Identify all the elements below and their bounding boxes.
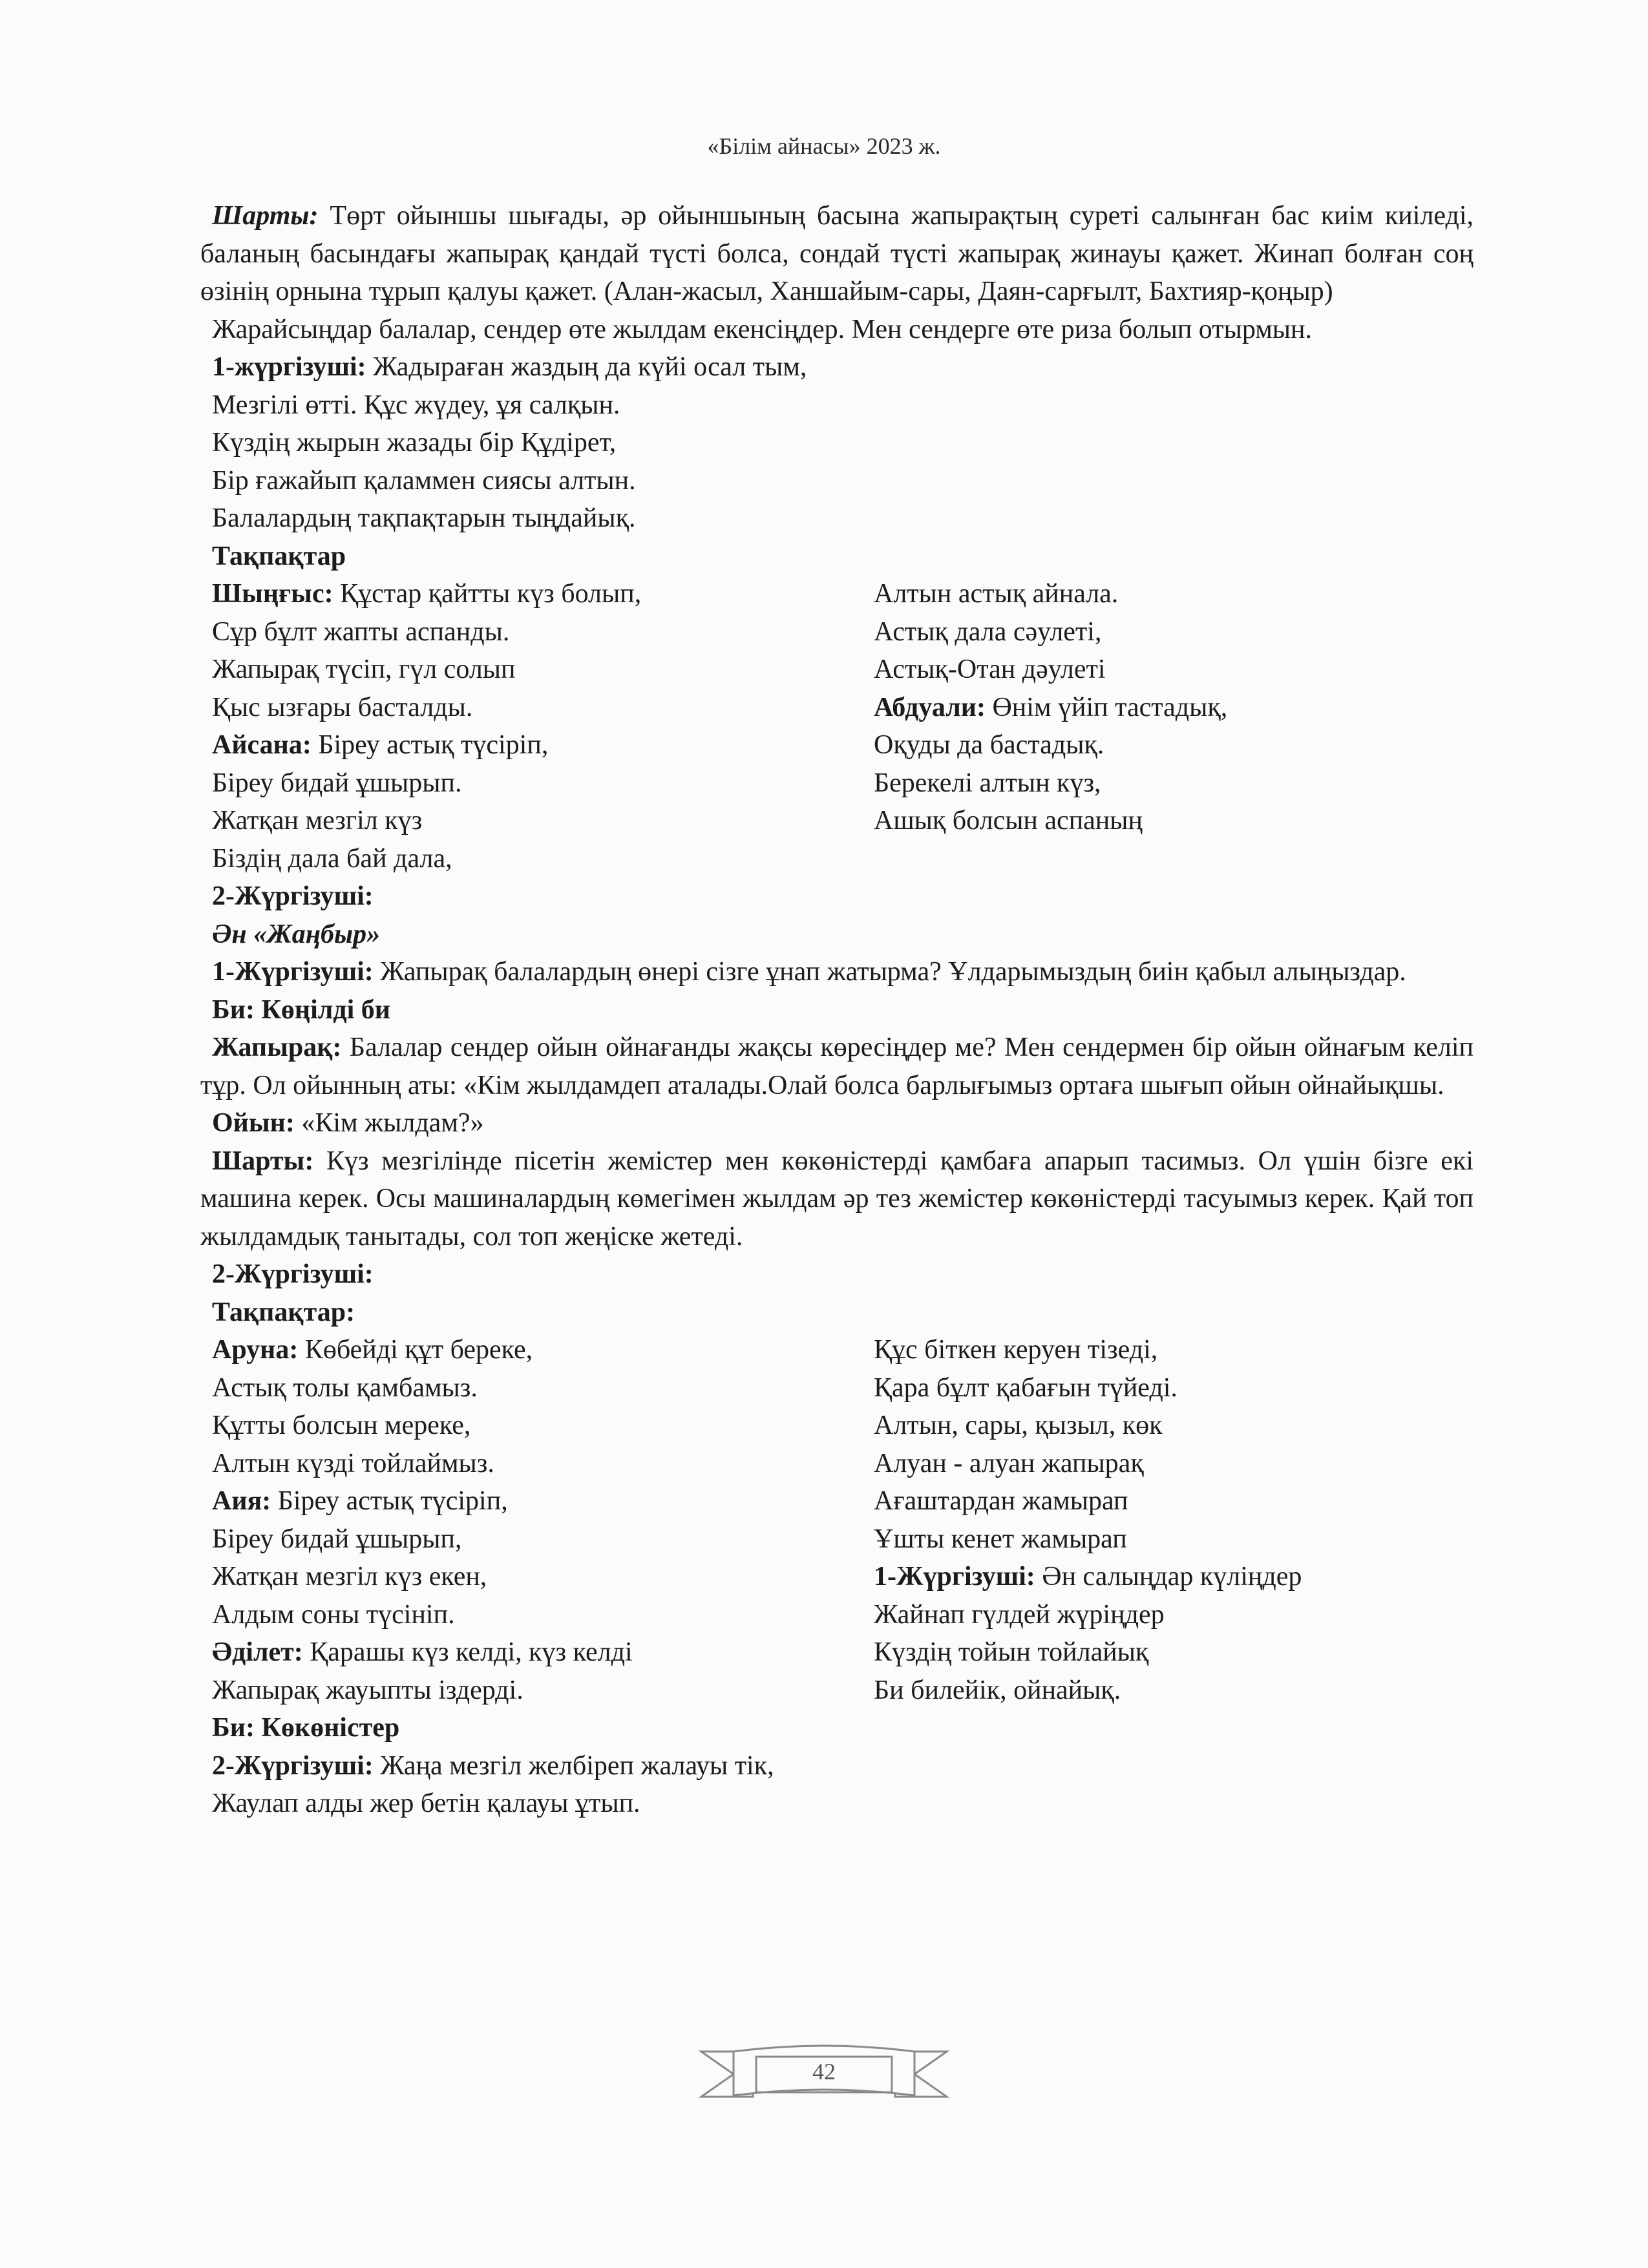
host1-text: Жадыраған жаздың да күйі осал тым, bbox=[366, 352, 807, 382]
host2-heading: 2-Жүргізуші: bbox=[212, 881, 374, 911]
dance-heading: Би: Көңілді би bbox=[212, 994, 390, 1025]
verse-text: Ұшты кенет жамырап bbox=[874, 1524, 1127, 1554]
leaf-text: Балалар сендер ойын ойнағанды жақсы көресіңдер ме? Мен сендермен бір ойын ойнағым келіп тұр. Ол ойынның аты: «Кім жылдамдеп аталады.Олай болса барлығымыз ортаға шығып ойын ойнайықшы. bbox=[200, 1033, 1474, 1100]
dance-heading: Би: Көкөністер bbox=[212, 1713, 400, 1743]
verse-text: Оқуды да бастадық. bbox=[874, 730, 1104, 760]
poem-line bbox=[874, 764, 1474, 803]
rules-text: Төрт ойыншы шығады, әр ойыншының басына жапырақтың суреті салынған бас киім киіледі, баланың басындағы жапырақ қандай түсті болса, сондай түсті жапырақ жинауы қажет. Жинап болған соң өзінің орнына тұрып қалуы қажет. (Алан-жасыл, Ханшайым-сары, Даян-сарғылт, Бахтияр-қоңыр) bbox=[200, 201, 1474, 306]
poem-columns-1 bbox=[200, 575, 1474, 877]
host2-heading: 2-Жүргізуші: bbox=[212, 1259, 374, 1289]
host1-label: 1-жүргізуші: bbox=[212, 352, 366, 382]
poem-line bbox=[200, 1482, 874, 1520]
verse-text: Өнім үйіп тастадық, bbox=[985, 692, 1228, 722]
host2-line bbox=[200, 1747, 1474, 1785]
poem-line bbox=[874, 1482, 1474, 1520]
poem-line bbox=[200, 613, 874, 651]
section-heading-takpaqtar: Тақпақтар bbox=[212, 541, 346, 571]
verse-text: Алтын күзді тойлаймыз. bbox=[212, 1448, 494, 1478]
verse-text: Құстар қайтты күз болып, bbox=[333, 579, 642, 609]
verse-text: Астық толы қамбамыз. bbox=[212, 1372, 478, 1403]
poem-line: Балалардың тақпақтарын тыңдайық. bbox=[212, 503, 636, 533]
verse-text: Біреу астық түсіріп, bbox=[271, 1486, 508, 1516]
verse-text: Көбейді құт береке, bbox=[298, 1335, 533, 1365]
praise-paragraph: Жарайсыңдар балалар, сендер өте жылдам екенсіңдер. Мен сендерге өте риза болып отырмын. bbox=[212, 314, 1312, 344]
verse-text: Ағаштардан жамырап bbox=[874, 1486, 1128, 1516]
poem-line bbox=[874, 1633, 1474, 1672]
rules2-paragraph bbox=[200, 1142, 1474, 1256]
host1-line bbox=[200, 348, 1474, 386]
verse-text: Біздің дала бай дала, bbox=[212, 843, 452, 874]
verse-text: Жатқан мезгіл күз екен, bbox=[212, 1562, 487, 1591]
poem-line bbox=[874, 726, 1474, 764]
poem-line bbox=[874, 802, 1474, 840]
rules-label: Шарты: bbox=[212, 201, 319, 231]
poem-line bbox=[874, 1445, 1474, 1483]
poem-columns-2 bbox=[200, 1331, 1474, 1709]
game-label: Ойын: bbox=[212, 1108, 295, 1138]
poem-line bbox=[200, 1520, 874, 1559]
verse-text: Берекелі алтын күз, bbox=[874, 768, 1101, 798]
rules2-label: Шарты: bbox=[212, 1146, 314, 1176]
poem-line bbox=[874, 575, 1474, 613]
poem-column-right bbox=[874, 575, 1474, 877]
page-number-ribbon bbox=[695, 2039, 953, 2110]
poem-line bbox=[200, 1445, 874, 1483]
poem-line bbox=[874, 1369, 1474, 1407]
poem-line bbox=[874, 689, 1474, 727]
verse-text: Жайнап гүлдей жүріңдер bbox=[874, 1599, 1165, 1630]
verse-text: Қарашы күз келді, күз келді bbox=[302, 1637, 633, 1667]
page-header: «Білім айнасы» 2023 ж. bbox=[707, 133, 941, 159]
verse-text: Астық-Отан дәулеті bbox=[874, 655, 1106, 684]
poem-line bbox=[200, 840, 874, 878]
poem-line bbox=[200, 802, 874, 840]
verse-text: Жапырақ жауыпты іздерді. bbox=[212, 1675, 523, 1705]
poem-column-left bbox=[200, 1331, 874, 1709]
poem-line bbox=[874, 1331, 1474, 1369]
verse-text: Жапырақ түсіп, гүл солып bbox=[212, 655, 516, 684]
speaker-label: Аия: bbox=[212, 1486, 271, 1516]
host2-label: 2-Жүргізуші: bbox=[212, 1750, 374, 1781]
verse-text: Қыс ызғары басталды. bbox=[212, 692, 473, 722]
poem-line bbox=[874, 1558, 1474, 1596]
verse-text: Жатқан мезгіл күз bbox=[212, 806, 423, 835]
poem-line bbox=[200, 1596, 874, 1634]
rules-paragraph bbox=[200, 197, 1474, 311]
poem-column-left bbox=[200, 575, 874, 877]
leaf-paragraph bbox=[200, 1029, 1474, 1104]
verse-text: Қара бұлт қабағын түйеді. bbox=[874, 1372, 1178, 1403]
verse-text: Астық дала сәулеті, bbox=[874, 616, 1102, 647]
poem-line bbox=[874, 1672, 1474, 1710]
host2-text: Жаңа мезгіл желбіреп жалауы тік, bbox=[373, 1750, 774, 1781]
section-heading-takpaqtar: Тақпақтар: bbox=[212, 1297, 355, 1327]
poem-column-right bbox=[874, 1331, 1474, 1709]
poem-line bbox=[200, 689, 874, 727]
verse-text: Біреу бидай ұшырып, bbox=[212, 1524, 462, 1554]
poem-line bbox=[200, 1369, 874, 1407]
speaker-label: Айсана: bbox=[212, 730, 312, 760]
verse-text: Алуан - алуан жапырақ bbox=[874, 1448, 1144, 1478]
speaker-label: Абдуали: bbox=[874, 692, 986, 722]
poem-line bbox=[200, 1558, 874, 1596]
verse-text: Құс біткен керуен тізеді, bbox=[874, 1335, 1158, 1365]
page-body bbox=[200, 197, 1474, 1823]
verse-text: Алдым соны түсініп. bbox=[212, 1599, 455, 1630]
verse-text: Алтын, сары, қызыл, көк bbox=[874, 1411, 1163, 1440]
game-line bbox=[200, 1104, 1474, 1142]
rules2-text: Күз мезгілінде пісетін жемістер мен көкөністерді қамбаға апарып тасимыз. Ол үшін бізге екі машина керек. Осы машиналардың көмегімен жылдам әр тез жемістер көкөністерді тасуымыз керек. Қай топ жылдамдық танытады, сол топ жеңіске жетеді. bbox=[200, 1146, 1474, 1252]
verse-text: Би билейік, ойнайық. bbox=[874, 1675, 1121, 1705]
verse-text: Құтты болсын мереке, bbox=[212, 1411, 471, 1440]
speaker-label: Шыңғыс: bbox=[212, 579, 333, 609]
host1-paragraph bbox=[200, 953, 1474, 991]
poem-line bbox=[874, 613, 1474, 651]
poem-line: Мезгілі өтті. Құс жүдеу, ұя салқын. bbox=[212, 390, 620, 420]
speaker-label: Әділет: bbox=[212, 1637, 303, 1667]
poem-line bbox=[200, 1633, 874, 1672]
poem-line bbox=[200, 1331, 874, 1369]
poem-line bbox=[874, 1407, 1474, 1445]
poem-line bbox=[200, 764, 874, 803]
poem-line: Жаулап алды жер бетін қалауы ұтып. bbox=[212, 1789, 640, 1818]
page-number: 42 bbox=[812, 2059, 836, 2084]
speaker-label: 1-Жүргізуші: bbox=[874, 1562, 1035, 1591]
poem-line bbox=[200, 1672, 874, 1710]
speaker-label: Аруна: bbox=[212, 1335, 299, 1365]
poem-line: Күздің жырын жазады бір Құдірет, bbox=[212, 428, 617, 457]
poem-line bbox=[874, 651, 1474, 689]
poem-line bbox=[200, 726, 874, 764]
host1-text: Жапырақ балалардың өнері сізге ұнап жатырма? Ұлдарымыздың биін қабыл алыңыздар. bbox=[373, 957, 1406, 987]
verse-text: Ашық болсын аспаның bbox=[874, 806, 1143, 835]
poem-line bbox=[874, 1596, 1474, 1634]
poem-line bbox=[874, 1520, 1474, 1559]
leaf-label: Жапырақ: bbox=[212, 1033, 342, 1062]
verse-text: Алтын астық айнала. bbox=[874, 579, 1119, 609]
game-text: «Кім жылдам?» bbox=[294, 1108, 484, 1138]
verse-text: Біреу астық түсіріп, bbox=[311, 730, 549, 760]
song-heading: Ән «Жаңбыр» bbox=[212, 919, 381, 949]
verse-text: Күздің тойын тойлайық bbox=[874, 1637, 1149, 1667]
verse-text: Біреу бидай ұшырып. bbox=[212, 768, 462, 798]
verse-text: Сұр бұлт жапты аспанды. bbox=[212, 616, 510, 647]
poem-line bbox=[200, 575, 874, 613]
poem-line: Бір ғажайып қаламмен сиясы алтын. bbox=[212, 465, 636, 496]
verse-text: Ән салыңдар күліңдер bbox=[1035, 1562, 1302, 1591]
poem-line bbox=[200, 651, 874, 689]
poem-line bbox=[200, 1407, 874, 1445]
host1-label: 1-Жүргізуші: bbox=[212, 957, 374, 987]
